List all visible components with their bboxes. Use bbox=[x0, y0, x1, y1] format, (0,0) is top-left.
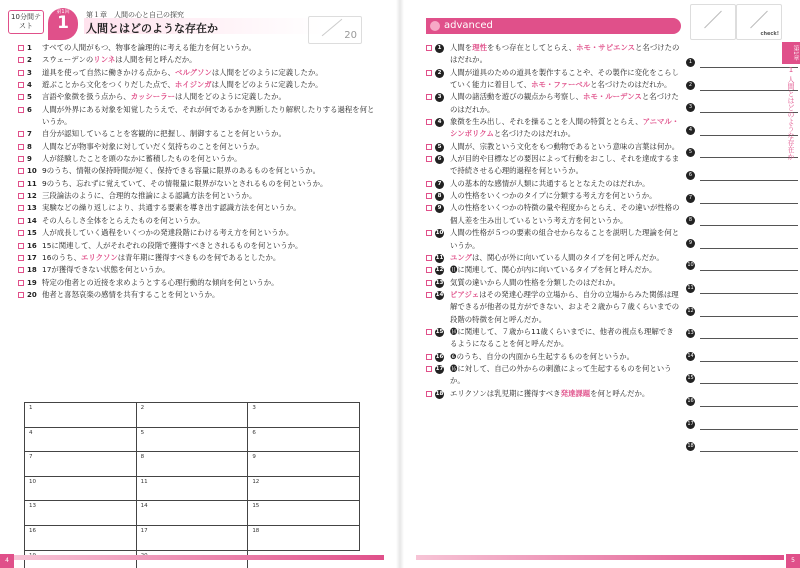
question-list-basic bbox=[18, 42, 378, 301]
question-item bbox=[18, 190, 378, 202]
answer-line[interactable] bbox=[700, 406, 798, 407]
question-text: と名づけたのはだれか。 bbox=[493, 129, 576, 139]
question-checkbox[interactable] bbox=[18, 280, 24, 286]
side-title: 人間とはどのような存在か bbox=[787, 75, 795, 160]
grid-row bbox=[25, 403, 360, 428]
question-item bbox=[426, 42, 680, 67]
answer-line[interactable] bbox=[700, 429, 798, 430]
question-text: は、関心が外に向いている人間のタイプを何と呼んだか。 bbox=[472, 252, 664, 262]
question-item bbox=[18, 128, 378, 140]
grid-row bbox=[25, 427, 360, 452]
check-label: check! bbox=[760, 31, 779, 37]
question-text: ⓫に関連して、関心が内に向いているタイプを何と呼んだか。 bbox=[450, 265, 657, 275]
answer-cell[interactable]: 1 bbox=[25, 403, 137, 428]
highlighted-term: リンネ bbox=[93, 55, 116, 65]
grid-row bbox=[25, 525, 360, 550]
question-item bbox=[426, 178, 680, 190]
answer-number: 11 bbox=[687, 284, 694, 291]
answer-line-item[interactable] bbox=[686, 233, 800, 256]
question-text: ⓮に関連して、７歳から11歳くらいまでに、他者の視点も理解できるようになることを何と呼んだか。 bbox=[450, 326, 674, 349]
question-checkbox[interactable] bbox=[426, 193, 432, 199]
answer-number: 10 bbox=[687, 262, 694, 269]
score-box[interactable] bbox=[308, 16, 362, 44]
question-text: エリクソンは乳児期に獲得すべき bbox=[450, 388, 561, 398]
ten-minute-test-badge: 10分間テスト bbox=[8, 10, 44, 34]
answer-cell[interactable]: 8 bbox=[136, 452, 248, 477]
question-number: 12 bbox=[27, 192, 37, 201]
answer-number: 16 bbox=[687, 397, 694, 404]
question-checkbox[interactable] bbox=[426, 205, 432, 211]
answer-grid bbox=[24, 402, 360, 568]
question-number: 12 bbox=[435, 267, 444, 274]
answer-line[interactable] bbox=[700, 451, 798, 452]
answer-cell[interactable]: 4 bbox=[25, 427, 137, 452]
question-text: 人間を bbox=[450, 43, 473, 52]
question-item bbox=[426, 67, 680, 92]
highlighted-term: ホモ・ルーデンス bbox=[583, 92, 642, 102]
answer-cell[interactable]: 12 bbox=[248, 476, 360, 501]
answer-number: 2 bbox=[686, 81, 695, 90]
question-item bbox=[18, 141, 378, 153]
question-text: はその発達心理学の立場から、自分の立場からみた関係は理解できるが他者の見方ができない、およそ２歳から７歳くらいまでの段階の特徴を何と呼んだか。 bbox=[450, 289, 680, 324]
question-number: 20 bbox=[27, 290, 37, 299]
question-list-advanced bbox=[426, 42, 680, 400]
question-item bbox=[18, 153, 378, 165]
answer-line-item[interactable] bbox=[686, 188, 800, 211]
question-number: 18 bbox=[435, 390, 444, 397]
question-number: 9 bbox=[27, 155, 32, 164]
question-number: 10 bbox=[27, 167, 37, 176]
chapter-number: 1 bbox=[57, 13, 69, 33]
question-checkbox[interactable] bbox=[18, 218, 24, 224]
question-item bbox=[18, 264, 378, 276]
answer-line[interactable] bbox=[700, 316, 798, 317]
answer-number: 3 bbox=[686, 103, 695, 112]
question-number: 7 bbox=[435, 180, 444, 189]
answer-cell[interactable]: 14 bbox=[136, 501, 248, 526]
answer-line[interactable] bbox=[700, 383, 798, 384]
question-checkbox[interactable] bbox=[18, 181, 24, 187]
answer-cell[interactable]: 18 bbox=[248, 525, 360, 550]
answer-line[interactable] bbox=[700, 203, 798, 204]
question-text: は人間をどのように定義したか。 bbox=[211, 67, 323, 77]
question-item bbox=[426, 351, 680, 363]
question-checkbox[interactable] bbox=[426, 230, 432, 236]
question-text: 9のうち、情報の保持時間が短く、保持できる容量に限界のあるものを何というか。 bbox=[42, 166, 321, 176]
question-text: 道具を使って自然に働きかける点から、 bbox=[42, 67, 176, 77]
page-number: 5 bbox=[786, 554, 800, 568]
question-item bbox=[426, 363, 680, 388]
question-number: 6 bbox=[435, 155, 444, 164]
answer-line[interactable] bbox=[700, 338, 798, 339]
check-slash bbox=[704, 11, 722, 29]
question-number: 13 bbox=[27, 204, 37, 213]
question-checkbox[interactable] bbox=[426, 354, 432, 360]
question-checkbox[interactable] bbox=[18, 94, 24, 100]
question-text: をもつ存在としてとらえ、 bbox=[486, 43, 577, 52]
answer-cell[interactable]: 5 bbox=[136, 427, 248, 452]
question-number: 10 bbox=[435, 230, 444, 237]
question-checkbox[interactable] bbox=[426, 267, 432, 273]
test-header bbox=[8, 8, 358, 41]
question-number: 18 bbox=[27, 266, 37, 275]
question-text: と名づけたのはだれか。 bbox=[590, 80, 672, 90]
answer-number: 18 bbox=[687, 443, 694, 450]
question-text: 人間の性格が５つの要素の組合せからなることを説明した理論を何というか。 bbox=[450, 228, 680, 250]
answer-line-item[interactable] bbox=[686, 346, 800, 369]
answer-cell[interactable]: 10 bbox=[25, 476, 137, 501]
question-text: 人の性格をいくつかのタイプに分類する考え方を何というか。 bbox=[450, 191, 657, 201]
question-item bbox=[18, 54, 378, 66]
question-text: 人の基本的な感情が人類に共通するととなえたのはだれか。 bbox=[450, 178, 650, 188]
question-checkbox[interactable] bbox=[426, 366, 432, 372]
highlighted-term: アニマル・シンボリクム bbox=[450, 117, 680, 139]
answer-cell[interactable]: 2 bbox=[136, 403, 248, 428]
question-number: 2 bbox=[435, 69, 444, 78]
highlighted-term: ベルグソン bbox=[175, 67, 212, 77]
highlighted-term: カッシーラー bbox=[130, 92, 175, 102]
question-checkbox[interactable] bbox=[18, 255, 24, 261]
answer-line-item[interactable] bbox=[686, 165, 800, 188]
question-checkbox[interactable] bbox=[426, 70, 432, 76]
question-item bbox=[18, 178, 378, 190]
highlighted-term: 発達課題 bbox=[560, 388, 591, 398]
question-item bbox=[18, 104, 378, 129]
right-page bbox=[400, 0, 800, 568]
answer-number: 4 bbox=[686, 126, 695, 135]
answer-cell[interactable]: 7 bbox=[25, 452, 137, 477]
check-box-2[interactable] bbox=[736, 4, 782, 40]
check-box-1[interactable] bbox=[690, 4, 736, 40]
page-number: 4 bbox=[0, 554, 14, 568]
question-text: 自分が認知していることを客観的に把握し、制御することを何というか。 bbox=[42, 129, 286, 139]
answer-cell[interactable]: 16 bbox=[25, 525, 137, 550]
answer-line[interactable] bbox=[700, 270, 798, 271]
question-number: 9 bbox=[435, 204, 444, 213]
advanced-label: advanced bbox=[444, 20, 493, 31]
question-text: 9のうち、忘れずに覚えていて、その情報量に限界がないとされるものを何というか。 bbox=[42, 178, 328, 188]
question-number: 16 bbox=[435, 353, 444, 360]
answer-number: 8 bbox=[686, 216, 695, 225]
question-number: 3 bbox=[435, 93, 444, 102]
question-item bbox=[18, 215, 378, 227]
question-number: 11 bbox=[27, 179, 37, 188]
question-number: 1 bbox=[435, 44, 444, 53]
question-item bbox=[18, 79, 378, 91]
question-text: は人間をどのように定義したか。 bbox=[211, 80, 323, 90]
question-checkbox[interactable] bbox=[426, 156, 432, 162]
question-item bbox=[18, 42, 378, 54]
question-text: 人間が、宗教という文化をもつ動物であるという意味の言葉は何か。 bbox=[450, 141, 680, 151]
answer-number: 17 bbox=[687, 420, 694, 427]
question-checkbox[interactable] bbox=[18, 267, 24, 273]
question-item bbox=[18, 252, 378, 264]
question-text: スウェーデンの bbox=[42, 55, 94, 65]
answer-line[interactable] bbox=[700, 180, 798, 181]
question-number: 4 bbox=[27, 81, 32, 90]
question-text: 16のうち、 bbox=[42, 252, 81, 262]
highlighted-term: ホモ・サピエンス bbox=[576, 43, 636, 52]
chapter-label: 第１章 人間の心と自己の探究 bbox=[86, 11, 184, 19]
question-text: は人間をどのように定義したか。 bbox=[174, 92, 286, 102]
question-text: 三段論法のように、合理的な推論による認識方法を何というか。 bbox=[42, 191, 257, 201]
page-title: 人間とはどのような存在か bbox=[86, 22, 218, 35]
question-item bbox=[18, 240, 378, 252]
highlighted-term: ホイジンガ bbox=[174, 80, 212, 90]
question-checkbox[interactable] bbox=[426, 119, 432, 125]
question-checkbox[interactable] bbox=[426, 329, 432, 335]
question-number: 7 bbox=[27, 130, 32, 139]
question-checkbox[interactable] bbox=[18, 45, 24, 51]
answer-line-item[interactable] bbox=[686, 391, 800, 414]
question-checkbox[interactable] bbox=[18, 168, 24, 174]
question-number: 14 bbox=[27, 216, 37, 225]
answer-line[interactable] bbox=[700, 248, 798, 249]
question-item bbox=[426, 252, 680, 264]
question-text: 人間などが物事や対象に対していだく気持ちのことを何というか。 bbox=[42, 141, 264, 151]
question-checkbox[interactable] bbox=[18, 193, 24, 199]
question-number: 16 bbox=[27, 241, 37, 250]
answer-line-item[interactable] bbox=[686, 210, 800, 233]
highlighted-term: ピアジェ bbox=[450, 289, 480, 299]
question-text: 人間が外界にある対象を知覚したうえで、それが何であるかを判断したり解釈したりする過程を何というか。 bbox=[42, 104, 375, 127]
highlighted-term: ユング bbox=[450, 252, 473, 262]
question-text: 特定の他者との近接を求めようとする心理行動的な傾向を何というか。 bbox=[42, 277, 279, 287]
question-checkbox[interactable] bbox=[426, 255, 432, 261]
answer-cell[interactable]: 9 bbox=[248, 452, 360, 477]
check-slash bbox=[750, 11, 768, 29]
advanced-banner bbox=[426, 18, 681, 34]
question-item bbox=[18, 67, 378, 79]
question-text: ❻のうち、自分の内面から生起するものを何というか。 bbox=[450, 351, 635, 361]
side-chapter: 第1章 bbox=[782, 42, 800, 64]
question-checkbox[interactable] bbox=[426, 292, 432, 298]
question-text: 人が目的や目標などの要因によって行動をおこし、それを達成するまで持続させる心理的過程を何というか。 bbox=[450, 154, 680, 176]
question-checkbox[interactable] bbox=[426, 144, 432, 150]
pin-label: 第1回 bbox=[56, 9, 70, 15]
question-text: は人間を何と呼んだか。 bbox=[115, 55, 197, 65]
question-checkbox[interactable] bbox=[18, 131, 24, 137]
question-number: 17 bbox=[27, 253, 37, 262]
question-text: 17が獲得できない状態を何というか。 bbox=[42, 265, 170, 275]
question-text: 人が経験したことを頭のなかに蓄積したものを何というか。 bbox=[42, 154, 242, 164]
answer-line-item[interactable] bbox=[686, 301, 800, 324]
question-checkbox[interactable] bbox=[18, 57, 24, 63]
question-item bbox=[426, 153, 680, 178]
answer-line-item[interactable] bbox=[686, 278, 800, 301]
question-number: 6 bbox=[27, 105, 32, 114]
question-checkbox[interactable] bbox=[426, 391, 432, 397]
answer-cell[interactable]: 13 bbox=[25, 501, 137, 526]
question-text: は青年期に獲得すべきものを何であるとしたか。 bbox=[117, 252, 281, 262]
question-number: 8 bbox=[27, 142, 32, 151]
question-text: 言語や象徴を扱う点から、 bbox=[42, 92, 131, 102]
question-checkbox[interactable] bbox=[426, 181, 432, 187]
question-item bbox=[18, 165, 378, 177]
question-number: 5 bbox=[435, 143, 444, 152]
question-checkbox[interactable] bbox=[18, 70, 24, 76]
grid-row bbox=[25, 476, 360, 501]
question-item bbox=[18, 227, 378, 239]
answer-line-item[interactable] bbox=[686, 255, 800, 278]
question-checkbox[interactable] bbox=[426, 280, 432, 286]
question-checkbox[interactable] bbox=[426, 45, 432, 51]
chapter-side-tab bbox=[782, 42, 800, 160]
question-number: 3 bbox=[27, 68, 32, 77]
highlighted-term: ホモ・ファーベル bbox=[531, 80, 591, 90]
question-item bbox=[426, 202, 680, 227]
question-checkbox[interactable] bbox=[18, 107, 24, 113]
question-text: すべての人間がもつ、物事を論理的に考える能力を何というか。 bbox=[42, 43, 256, 52]
footer-bar bbox=[14, 555, 384, 560]
answer-number: 14 bbox=[687, 352, 694, 359]
answer-number: 6 bbox=[686, 171, 695, 180]
question-item bbox=[426, 289, 680, 326]
question-text: 象徴を生み出し、それを操ることを人間の特質ととらえ、 bbox=[450, 117, 643, 127]
highlighted-term: エリクソン bbox=[80, 252, 118, 262]
answer-line[interactable] bbox=[700, 293, 798, 294]
highlighted-term: 理性 bbox=[472, 43, 487, 52]
question-checkbox[interactable] bbox=[18, 292, 24, 298]
question-text: 人間が道具のための道具を製作することや、その製作に変化をこらしていく能力に着目して、 bbox=[450, 67, 679, 90]
question-number: 15 bbox=[27, 229, 37, 238]
question-number: 19 bbox=[27, 278, 37, 287]
question-text: と名づけたのはだれか。 bbox=[450, 92, 679, 114]
question-text: ⓰に対して、自己の外からの刺激によって生起するものを何というか。 bbox=[450, 363, 672, 386]
question-item bbox=[18, 91, 378, 103]
question-item bbox=[426, 190, 680, 202]
question-text: 人間の諸活動を遊びの観点から考察し、 bbox=[450, 92, 584, 102]
question-number: 1 bbox=[27, 44, 32, 52]
answer-number: 9 bbox=[686, 239, 695, 248]
footer-bar bbox=[416, 555, 784, 560]
question-item bbox=[426, 141, 680, 153]
grid-row bbox=[25, 501, 360, 526]
answer-number: 1 bbox=[686, 58, 695, 67]
answer-line[interactable] bbox=[700, 361, 798, 362]
question-text: を何と呼んだか。 bbox=[590, 388, 650, 398]
question-checkbox[interactable] bbox=[18, 82, 24, 88]
question-number: 11 bbox=[435, 254, 444, 261]
answer-number: 5 bbox=[686, 148, 695, 157]
question-item bbox=[426, 264, 680, 276]
question-checkbox[interactable] bbox=[18, 156, 24, 162]
answer-cell[interactable]: 3 bbox=[248, 403, 360, 428]
question-checkbox[interactable] bbox=[426, 94, 432, 100]
question-text: 人の性格をいくつかの特徴の量や程度からとらえ、その違いが性格の個人差を生み出しているという考え方を何というか。 bbox=[450, 203, 680, 225]
question-item bbox=[18, 277, 378, 289]
answer-cell[interactable]: 17 bbox=[136, 525, 248, 550]
answer-cell[interactable]: 15 bbox=[248, 501, 360, 526]
question-number: 15 bbox=[435, 328, 444, 335]
side-number: 1 bbox=[788, 65, 794, 74]
answer-cell[interactable]: 6 bbox=[248, 427, 360, 452]
question-item bbox=[426, 277, 680, 289]
question-item bbox=[18, 289, 378, 301]
question-checkbox[interactable] bbox=[18, 144, 24, 150]
question-number: 8 bbox=[435, 192, 444, 201]
question-text: 他者と喜怒哀楽の感情を共有することを何というか。 bbox=[42, 289, 220, 299]
answer-line-item[interactable] bbox=[686, 436, 800, 459]
question-checkbox[interactable] bbox=[18, 243, 24, 249]
score-slash bbox=[322, 19, 343, 36]
answer-number: 13 bbox=[687, 330, 694, 337]
answer-line-item[interactable] bbox=[686, 368, 800, 391]
question-number: 4 bbox=[435, 118, 444, 127]
question-item bbox=[426, 326, 680, 351]
answer-line[interactable] bbox=[700, 225, 798, 226]
question-number: 5 bbox=[27, 93, 32, 102]
answer-number: 7 bbox=[686, 194, 695, 203]
question-text: 15に関連して、人がそれぞれの段階で獲得すべきとされるものを何というか。 bbox=[42, 240, 303, 250]
question-checkbox[interactable] bbox=[18, 205, 24, 211]
question-item bbox=[426, 388, 680, 400]
question-text: 実験などの繰り返しにより、共通する要素を導き出す認識方法を何というか。 bbox=[42, 203, 301, 213]
question-text: と名づけたのはだれか。 bbox=[450, 43, 680, 65]
question-text: 遊ぶことから文化をつくりだした点で、 bbox=[42, 80, 175, 90]
question-text: 人が成長していく過程をいくつかの発達段階にわける考え方を何というか。 bbox=[42, 228, 294, 238]
question-checkbox[interactable] bbox=[18, 230, 24, 236]
question-item bbox=[426, 227, 680, 252]
question-text: その人らしさ全体をとらえたものを何というか。 bbox=[42, 215, 205, 225]
question-item bbox=[426, 116, 680, 141]
question-item bbox=[18, 202, 378, 214]
answer-number: 15 bbox=[687, 375, 694, 382]
answer-number: 12 bbox=[687, 307, 694, 314]
answer-line-item[interactable] bbox=[686, 323, 800, 346]
answer-cell[interactable]: 11 bbox=[136, 476, 248, 501]
grid-row bbox=[25, 452, 360, 477]
question-number: 2 bbox=[27, 56, 32, 65]
question-item bbox=[426, 91, 680, 116]
question-number: 14 bbox=[435, 291, 444, 298]
question-number: 17 bbox=[435, 365, 444, 372]
score-total: 20 bbox=[344, 30, 357, 41]
answer-line-item[interactable] bbox=[686, 414, 800, 437]
question-text: 気質の違いから人間の性格を分類したのはだれか。 bbox=[450, 277, 620, 287]
question-number: 13 bbox=[435, 279, 444, 286]
